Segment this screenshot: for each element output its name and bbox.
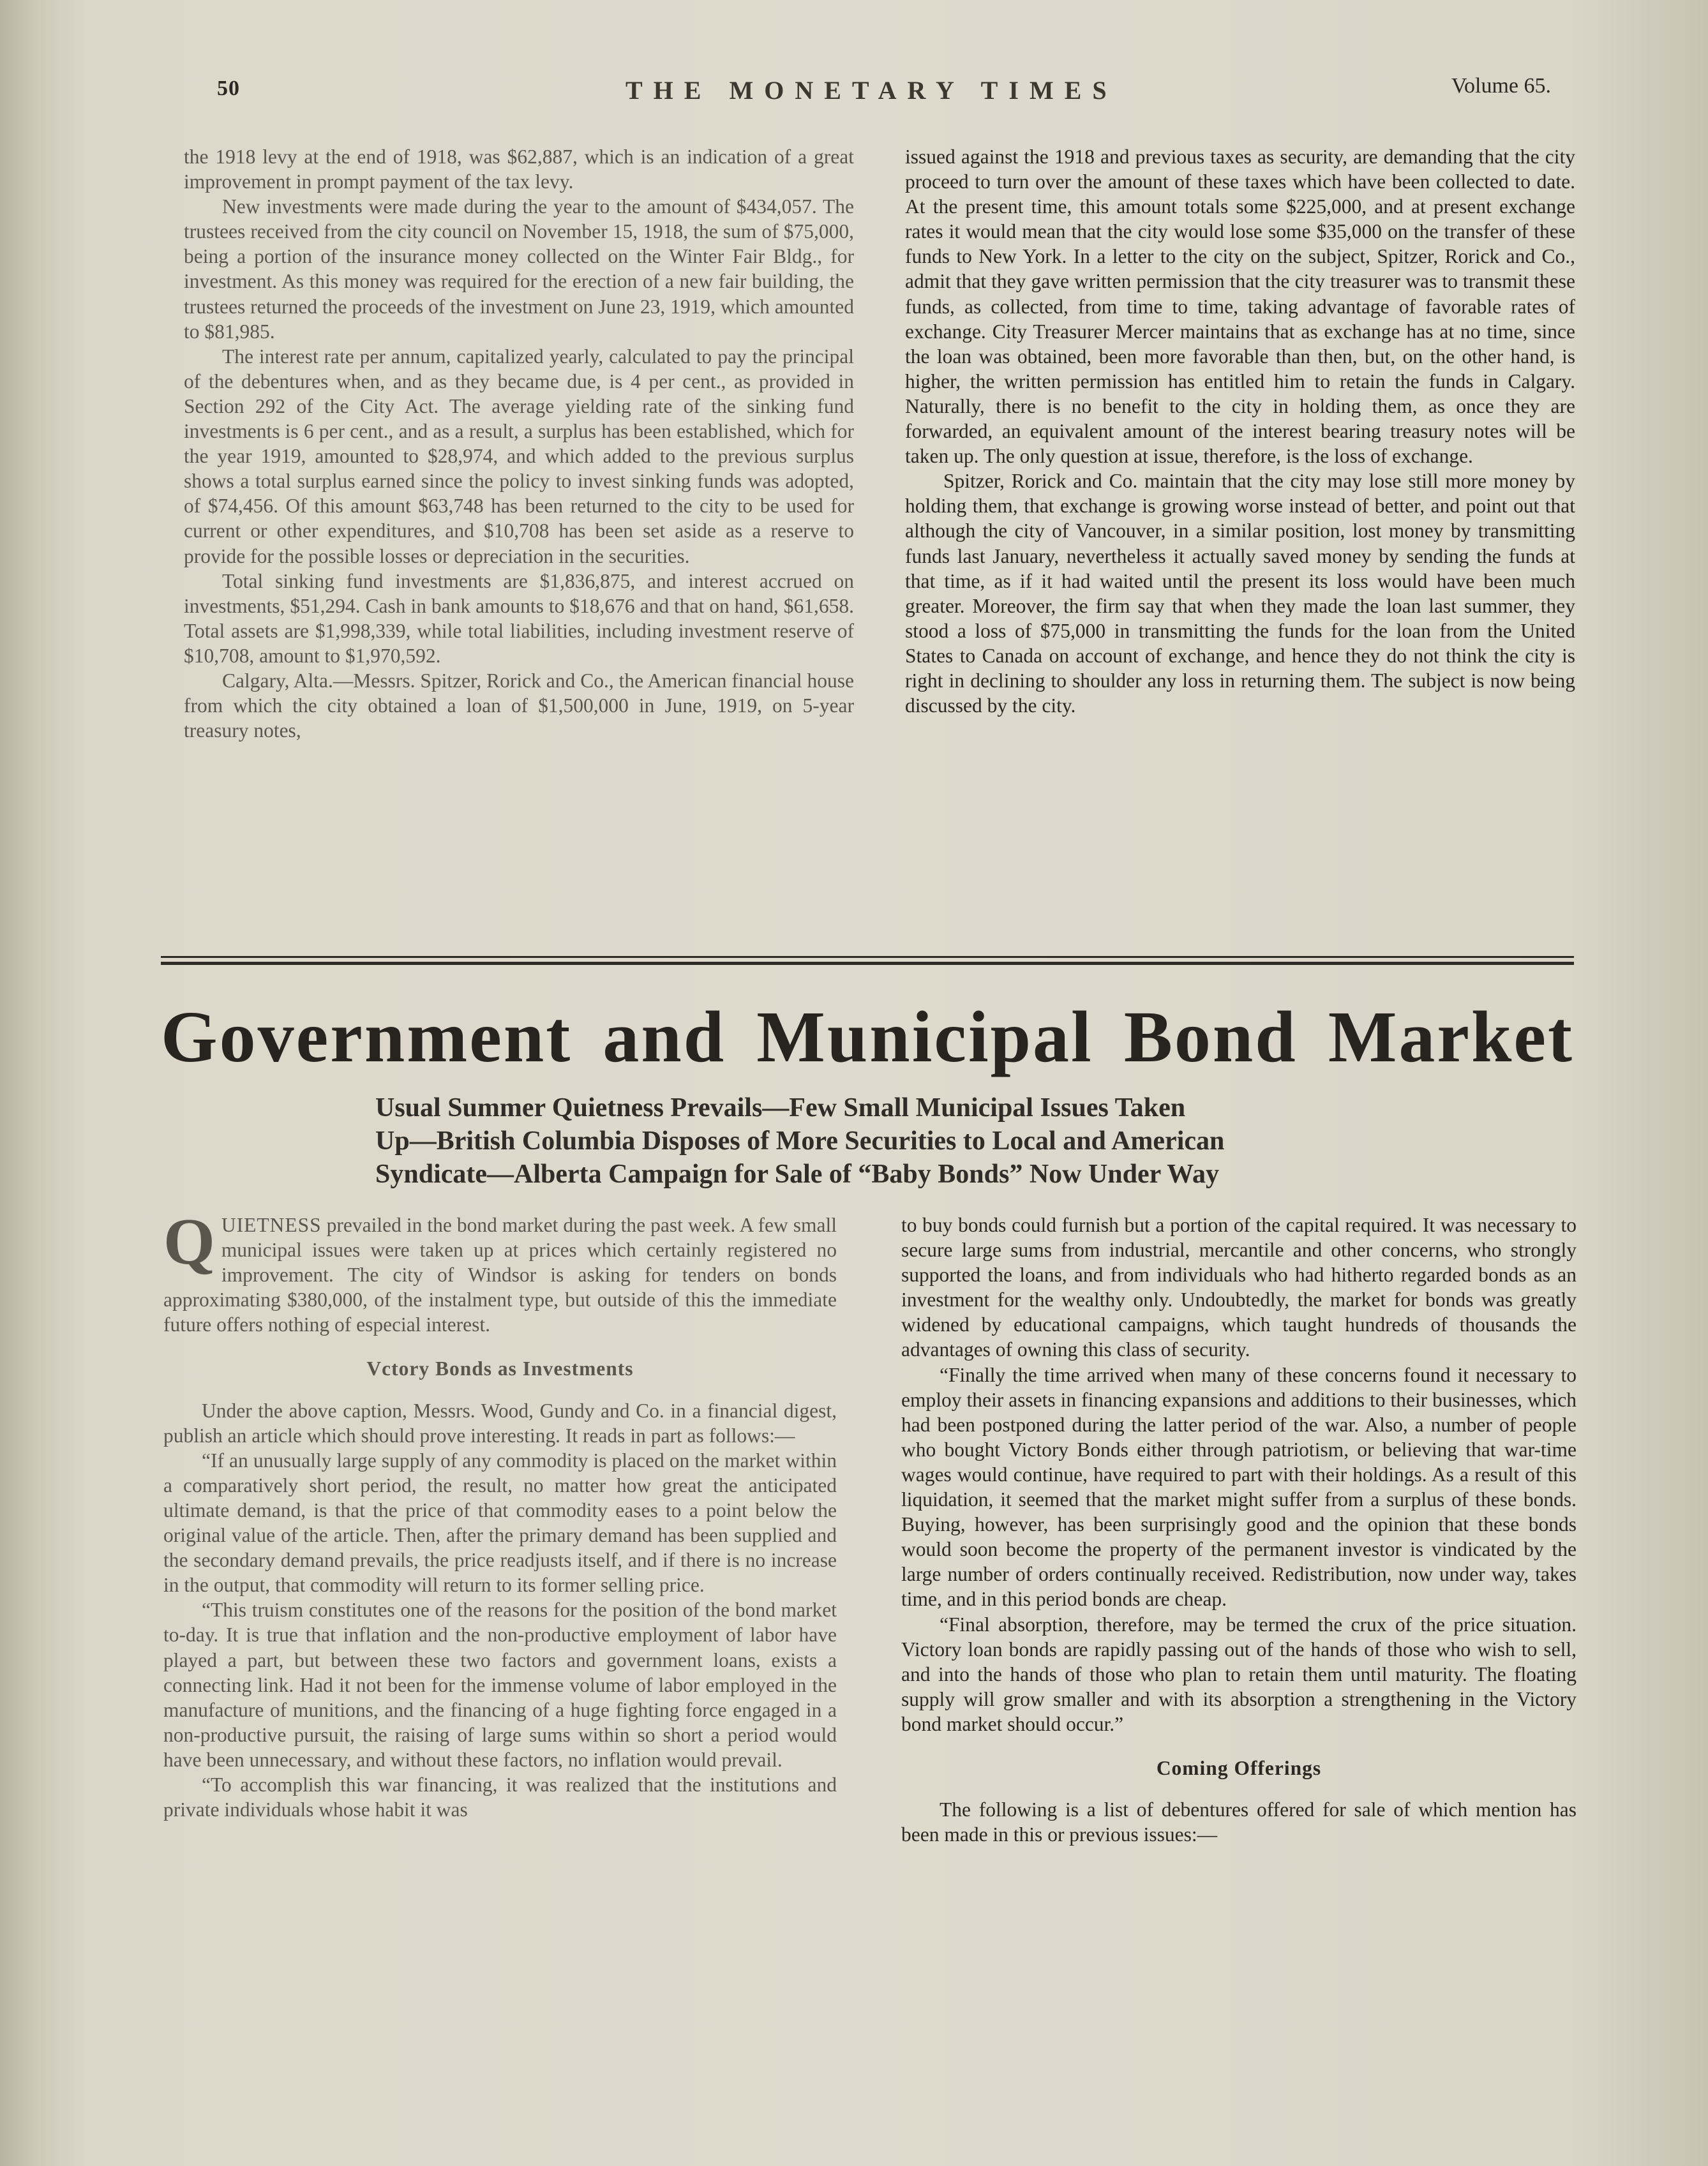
paragraph: New investments were made during the year to the amount of $434,057. The trustees received from the city council on November 15, 1918, the sum of $75,000, being a portion of the insurance money collected on the Winter Fair Bldg., for investment. As this money was required for the erection of a new fair building, the trustees returned the proceeds of the investment on June 23, 1919, which amounted to $81,985. (184, 195, 854, 343)
paragraph: The following is a list of debentures offered for sale of which mention has been made in this or previous issues:— (901, 1798, 1577, 1846)
subhead-line: Up—British Columbia Disposes of More Securities to Local and American (375, 1126, 1225, 1156)
top-left-column (184, 144, 854, 743)
paragraph: issued against the 1918 and previous taxes as security, are demanding that the city proceed to turn over the amount of these taxes which have been collected to date. At the present time, this amount totals some $225,000, and at present exchange rates it would mean that the city would lose some $35,000 on the transfer of these funds to New York. In a letter to the city on the subject, Spitzer, Rorick and Co., admit that they gave written permission that the city treasurer was to transmit these funds, as collected, from time to time, taking advantage of favorable rates of exchange. City Treasurer Mercer maintains that as exchange has at no time, since the loan was obtained, been more favorable than then, but, on the other hand, is higher, the written permission has entitled him to retain the funds in Calgary. Naturally, there is no benefit to the city in holding them, as once they are forwarded, an equivalent amount of the interest bearing treasury notes will be taken up. The only question at issue, therefore, is the loss of exchange. (905, 146, 1575, 468)
divider-rule (161, 956, 1574, 958)
paragraph: Calgary, Alta.—Messrs. Spitzer, Rorick and Co., the American financial house from which the city obtained a loan of $1,500,000 in June, 1919, on 5-year treasury notes, (184, 669, 854, 742)
paragraph: the 1918 levy at the end of 1918, was $62,887, which is an indication of a great improvement in prompt payment of the tax levy. (184, 146, 854, 193)
article-headline: Government and Municipal Bond Market (161, 996, 1574, 1077)
paragraph: “Finally the time arrived when many of these concerns found it necessary to employ their assets in financing expansions and additions to their businesses, which had been postponed during the latter period of the war. Also, a number of people who bought Victory Bonds either through patriotism, or believing that war-time wages would continue, have required to part with their holdings. As a result of this liquidation, it seemed that the market might suffer from a surplus of these bonds. Buying, however, has been surprisingly good and the opinion that these bonds would soon become the property of the permanent investor is vindicated by the large number of orders continually received. Redistribution, now under way, takes time, and in this period bonds are cheap. (901, 1363, 1577, 1611)
paragraph: Total sinking fund investments are $1,836,875, and interest accrued on investments, $51,294. Cash in bank amounts to $18,676 and that on hand, $61,658. Total assets are $1,998,339, while total liabilities, including investment reserve of $10,708, amount to $1,970,592. (184, 569, 854, 667)
section-divider (161, 956, 1574, 969)
paragraph: “Final absorption, therefore, may be termed the crux of the price situation. Victory loan bonds are rapidly passing out of the hands of those who wish to sell, and into the hands of those who plan to retain them until maturity. The floating supply will grow smaller and with its absorption a strengthening in the Victory bond market should occur.” (901, 1613, 1577, 1735)
lead-caps: UIETNESS (221, 1214, 322, 1236)
article-left-column (163, 1205, 837, 1822)
page-header (217, 71, 1551, 110)
paragraph: to buy bonds could furnish but a portion of the capital required. It was necessary to secure large sums from industrial, mercantile and other concerns, who strongly supported the loans, and from individuals who had hitherto regarded bonds as an investment for the wealthy only. Undoubtedly, the market for bonds was greatly widened by educational campaigns, which taught hundreds of thousands the advantages of owning this class of security. (901, 1214, 1577, 1361)
lead-text: prevailed in the bond market during the past week. A few small municipal issues were taken up at prices which certainly registered no improvement. The city of Windsor is asking for tenders on bonds approximating $380,000, of the instalment type, but outside of this the immediate future offers nothing of especial interest. (163, 1214, 837, 1336)
section-heading: Vctory Bonds as Investments (366, 1357, 634, 1380)
divider-rule (161, 962, 1574, 965)
paragraph: “To accomplish this war financing, it was realized that the institutions and private individuals whose habit it was (163, 1773, 837, 1821)
paragraph: Spitzer, Rorick and Co. maintain that the city may lose still more money by holding them, that exchange is growing worse instead of better, and point out that although the city of Vancouver, in a similar position, lost money by transmitting funds last January, nevertheless it actually saved money by sending the funds at that time, as if it had waited until the present its loss would have been much greater. Moreover, the firm say that when they made the loan last summer, they stood a loss of $75,000 in transmitting the funds for the loan from the United States to Canada on account of exchange, and hence they do not think the city is right in declining to shoulder any loss in returning them. The subject is now being discussed by the city. (905, 470, 1575, 717)
drop-cap: Q (163, 1205, 215, 1278)
article-subheadline (375, 1091, 1371, 1191)
top-right-column (905, 144, 1575, 718)
article-right-column (901, 1213, 1577, 1847)
page-number: 50 (217, 77, 240, 100)
lead-paragraph (163, 1205, 837, 1337)
paragraph: “If an unusually large supply of any commodity is placed on the market within a comparatively short period, the result, no matter how great the anticipated ultimate demand, is that the price of that commodity eases to a point below the original value of the article. Then, after the primary demand has been supplied and the secondary demand prevails, the price readjusts itself, and if there is no increase in the output, that commodity will return to its former selling price. (163, 1449, 837, 1597)
publication-title: THE MONETARY TIMES (626, 76, 1118, 105)
subhead-line: Usual Summer Quietness Prevails—Few Small Municipal Issues Taken (375, 1093, 1186, 1123)
paragraph: The interest rate per annum, capitalized yearly, calculated to pay the principal of the debentures when, and as they became due, is 4 per cent., as provided in Section 292 of the City Act. The average yielding rate of the sinking fund investments is 6 per cent., and as a result, a surplus has been established, which for the year 1919, amounted to $28,974, and which added to the previous surplus shows a total surplus earned since the policy to invest sinking funds was adopted, of $74,456. Of this amount $63,748 has been returned to the city to be used for current or other expenditures, and $10,708 has been set aside as a reserve to provide for the possible losses or depreciation in the securities. (184, 345, 854, 567)
paragraph: “This truism constitutes one of the reasons for the position of the bond market to-day. It is true that inflation and the non-productive employment of labor have played a part, but between these two factors and government loans, exists a connecting link. Had it not been for the immense volume of labor employed in the manufacture of munitions, and the financing of a huge fighting force engaged in a non-productive pursuit, the raising of large sums within so short a period would have been unnecessary, and without these factors, no inflation would prevail. (163, 1599, 837, 1771)
paragraph: Under the above caption, Messrs. Wood, Gundy and Co. in a financial digest, publish an article which should prove interesting. It reads in part as follows:— (163, 1399, 837, 1447)
subhead-line: Syndicate—Alberta Campaign for Sale of “Baby Bonds” Now Under Way (375, 1160, 1219, 1189)
volume-label: Volume 65. (1451, 74, 1551, 98)
section-heading: Coming Offerings (1156, 1756, 1322, 1779)
